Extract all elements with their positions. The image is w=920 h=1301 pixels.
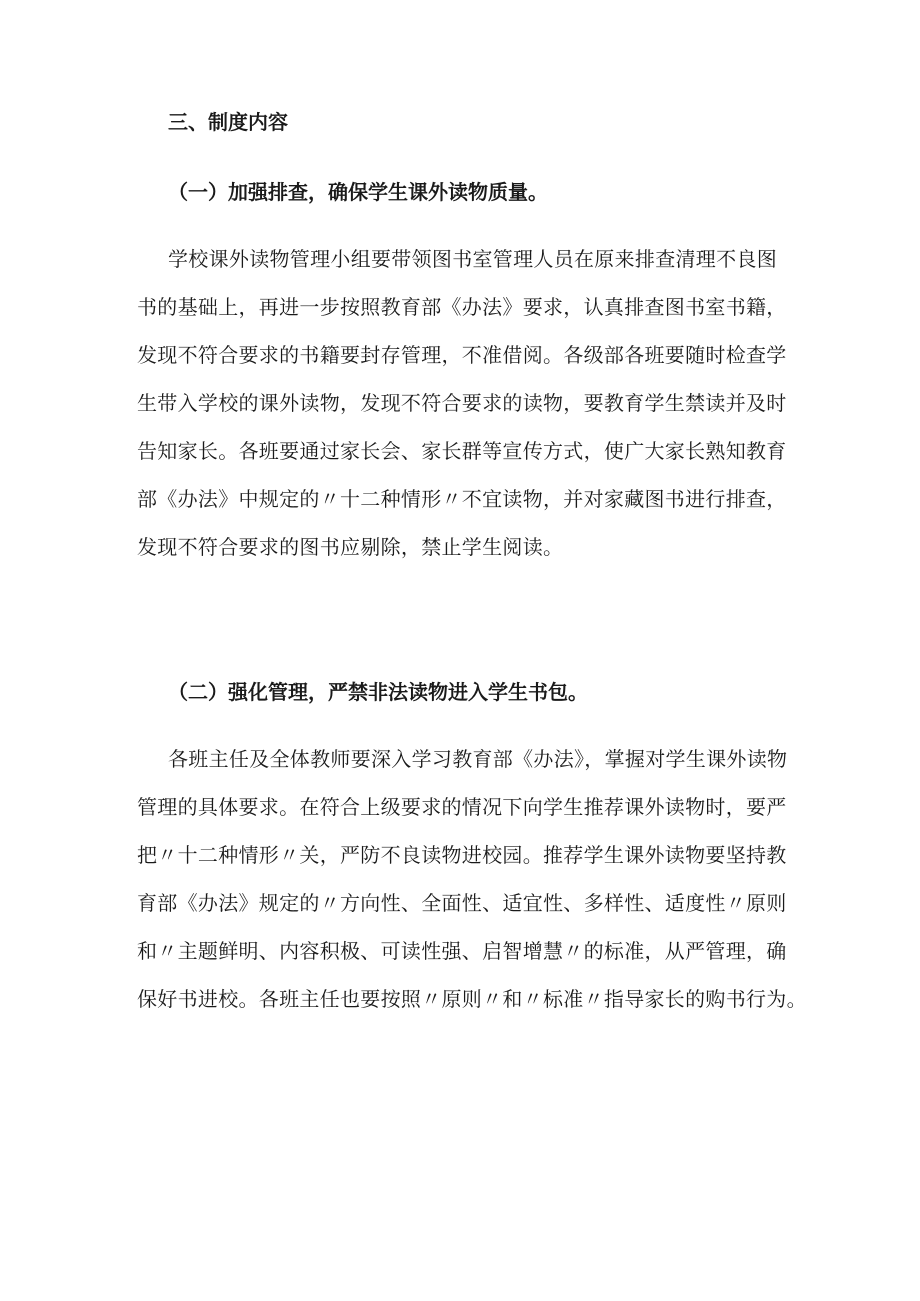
- section-heading: 三、制度内容: [168, 110, 288, 134]
- paragraph-1: [137, 244, 797, 580]
- paragraph-line: 发现不符合要求的书籍要封存管理，不准借阅。各级部各班要随时检查学: [137, 343, 787, 367]
- paragraph-line: 各班主任及全体教师要深入学习教育部《办法》，掌握对学生课外读物: [168, 747, 788, 771]
- paragraph-line: 把〃十二种情形〃关，严防不良读物进校园。推荐学生课外读物要坚持教: [137, 843, 787, 867]
- subsection-heading-1: （一）加强排查，确保学生课外读物质量。: [168, 180, 548, 204]
- paragraph-2: [137, 744, 807, 1032]
- paragraph-line: 保好书进校。各班主任也要按照〃原则〃和〃标准〃指导家长的购书行为。: [137, 987, 807, 1011]
- paragraph-line: 和〃主题鲜明、内容积极、可读性强、启智增慧〃的标准，从严管理，确: [137, 939, 787, 963]
- paragraph-line: 部《办法》中规定的〃十二种情形〃不宜读物，并对家藏图书进行排查，: [137, 487, 787, 511]
- paragraph-line: 学校课外读物管理小组要带领图书室管理人员在原来排查清理不良图: [168, 247, 777, 271]
- paragraph-line: 育部《办法》规定的〃方向性、全面性、适宜性、多样性、适度性〃原则: [137, 891, 787, 915]
- paragraph-line: 书的基础上，再进一步按照教育部《办法》要求，认真排查图书室书籍，: [137, 295, 787, 319]
- paragraph-line: 告知家长。各班要通过家长会、家长群等宣传方式，使广大家长熟知教育: [137, 439, 787, 463]
- paragraph-line: 管理的具体要求。在符合上级要求的情况下向学生推荐课外读物时，要严: [137, 795, 787, 819]
- paragraph-line: 生带入学校的课外读物，发现不符合要求的读物，要教育学生禁读并及时: [137, 391, 787, 415]
- subsection-heading-2: （二）强化管理，严禁非法读物进入学生书包。: [168, 680, 588, 704]
- paragraph-line: 发现不符合要求的图书应剔除，禁止学生阅读。: [137, 535, 564, 559]
